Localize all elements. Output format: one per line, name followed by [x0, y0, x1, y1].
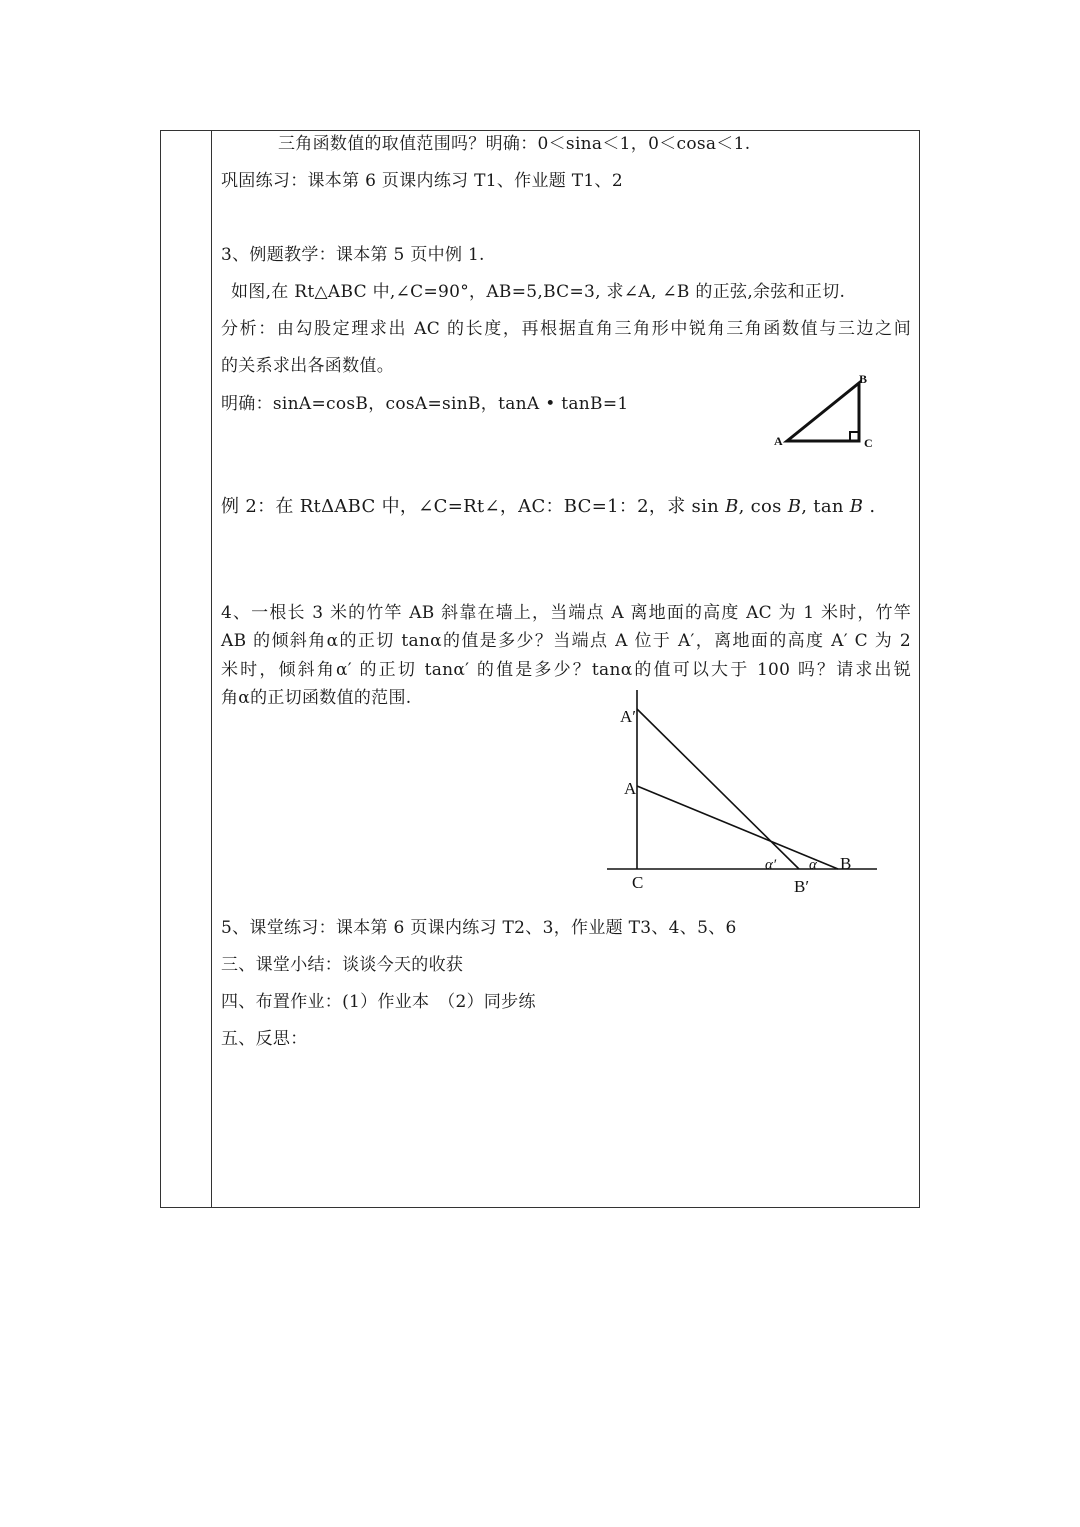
- text-line-reflection: 五、反思：: [221, 1029, 308, 1049]
- example2-prefix: 例 2：在 RtΔABC 中，∠C=Rt∠，AC：BC=1：2，求 sin: [221, 496, 726, 517]
- example2-mid-1: , cos: [738, 496, 788, 517]
- example2-var-b-1: B: [725, 496, 739, 517]
- triangle-figure: [770, 370, 880, 455]
- figure2-label-a: A: [624, 779, 637, 798]
- figure2-label-alpha: α: [809, 857, 817, 873]
- text-line-example-heading: 3、例题教学：课本第 5 页中例 1.: [221, 245, 485, 265]
- text-line-analysis: 分析：由勾股定理求出 AC 的长度，再根据直角三角形中锐角三角函数值与三边之间: [221, 319, 911, 339]
- example2-var-b-2: B: [787, 496, 802, 517]
- figure2-label-b: B: [840, 854, 852, 873]
- figure2-label-a-prime: A′: [620, 707, 636, 726]
- text-line-homework: 四、布置作业：(1）作业本 （2）同步练: [221, 992, 536, 1012]
- example2-end: .: [863, 496, 876, 517]
- ladder-figure: [600, 688, 890, 903]
- text-line-example2: [221, 493, 875, 521]
- figure1-label-b: B: [859, 372, 868, 386]
- text-line-summary: 三、课堂小结：谈谈今天的收获: [221, 955, 464, 975]
- text-line-problem4-cont2: 米时，倾斜角α′ 的正切 tanα′ 的值是多少？tanα的值可以大于 100 吗？请求出锐: [221, 660, 911, 680]
- figure2-label-c: C: [632, 873, 644, 892]
- text-line-conclusion: 明确：sinA=cosB，cosA=sinB，tanA • tanB=1: [221, 394, 629, 414]
- figure2-label-alpha-prime: α′: [765, 857, 777, 873]
- figure1-label-a: A: [774, 434, 783, 448]
- text-line-example1-question: 如图,在 Rt△ABC 中,∠C=90°，AB=5,BC=3, 求∠A, ∠B 的正弦,余弦和正切.: [231, 282, 846, 302]
- text-line-range: 三角函数值的取值范围吗？明确：0＜sina＜1，0＜cosa＜1.: [278, 134, 751, 154]
- text-line-classwork: 5、课堂练习：课本第 6 页课内练习 T2、3，作业题 T3、4、5、6: [221, 918, 737, 938]
- table-column-divider: [211, 130, 212, 1208]
- example2-mid-2: , tan: [801, 496, 850, 517]
- text-line-analysis-cont: 的关系求出各函数值。: [221, 356, 394, 376]
- text-line-problem4-cont3: 角α的正切函数值的范围.: [221, 688, 412, 708]
- text-line-practice: 巩固练习：课本第 6 页课内练习 T1、作业题 T1、2: [221, 171, 623, 191]
- figure1-label-c: C: [864, 436, 873, 450]
- text-line-problem4: 4、一根长 3 米的竹竿 AB 斜靠在墙上，当端点 A 离地面的高度 AC 为 1 米时，竹竿: [221, 603, 911, 623]
- figure2-label-b-prime: B′: [794, 877, 810, 896]
- example2-var-b-3: B: [849, 496, 864, 517]
- text-line-problem4-cont1: AB 的倾斜角α的正切 tanα的值是多少？当端点 A 位于 A′，离地面的高度 A′ C 为 2: [221, 631, 911, 651]
